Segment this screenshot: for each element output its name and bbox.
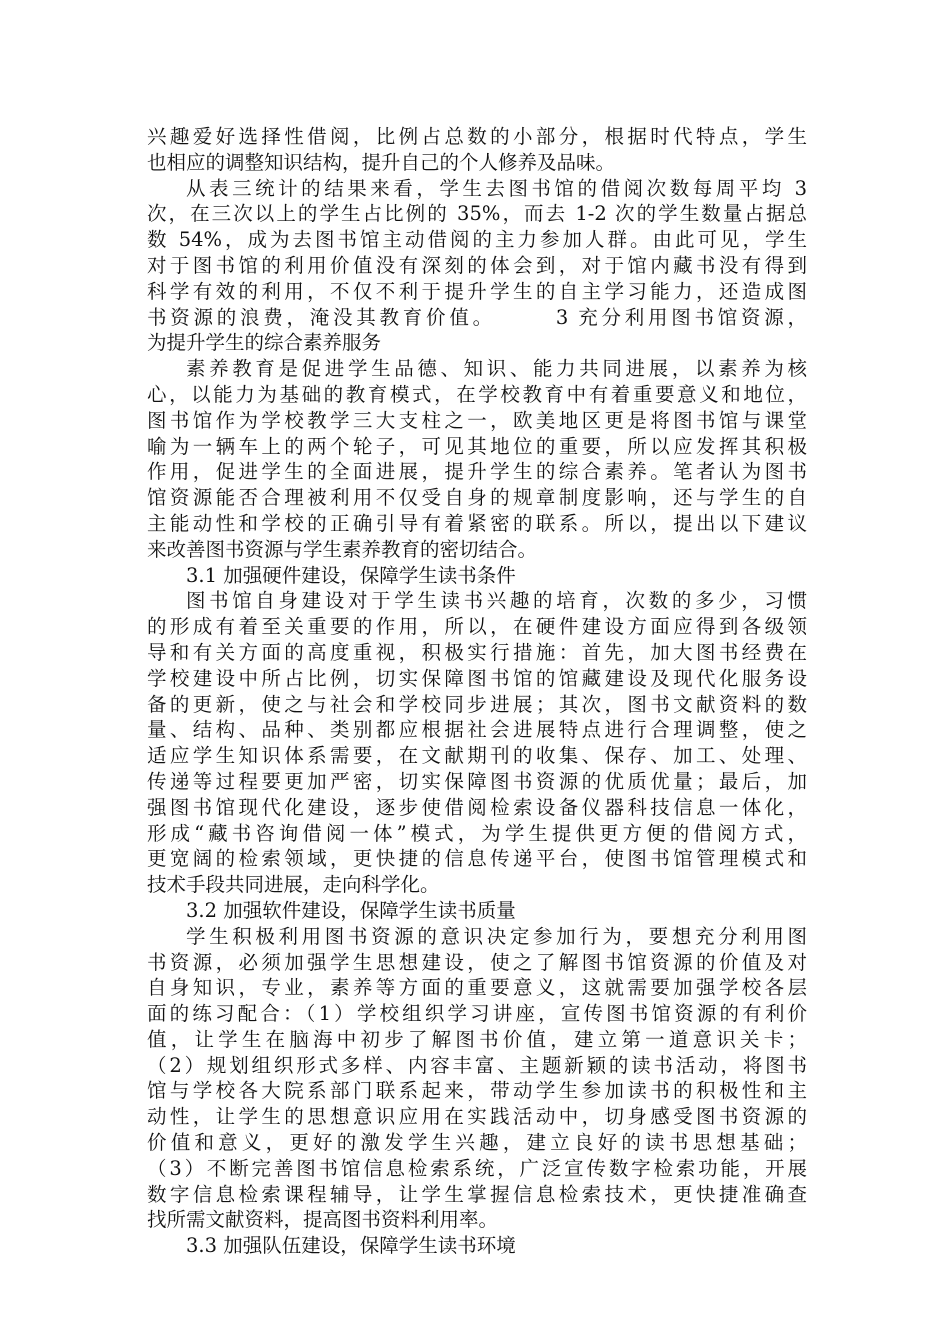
text-line: 导和有关方面的高度重视，积极实行措施：首先，加大图书经费在: [147, 640, 807, 664]
text-line: 技术手段共同进展，走向科学化。: [147, 873, 440, 897]
text-line: 数字信息检索课程辅导，让学生掌握信息检索技术，更快捷准确查: [147, 1182, 807, 1206]
text-line: （3）不断完善图书馆信息检索系统，广泛宣传数字检索功能，开展: [147, 1156, 807, 1180]
text-line: 从表三统计的结果来看，学生去图书馆的借阅次数每周平均 3: [186, 176, 807, 200]
text-line: 次，在三次以上的学生占比例的 35%，而去 1-2 次的学生数量占据总: [147, 202, 807, 226]
text-line: 量、结构、品种、类别都应根据社会进展特点进行合理调整，使之: [147, 718, 807, 742]
text-line: 形成“藏书咨询借阅一体”模式，为学生提供更方便的借阅方式，: [147, 821, 807, 845]
text-line: 找所需文献资料，提高图书资料利用率。: [147, 1208, 499, 1232]
text-line: 馆与学校各大院系部门联系起来，带动学生参加读书的积极性和主: [147, 1079, 807, 1103]
text-line: 对于图书馆的利用价值没有深刻的体会到，对于馆内藏书没有得到: [147, 253, 807, 277]
text-line: 主能动性和学校的正确引导有着紧密的联系。所以，提出以下建议: [147, 511, 807, 535]
section-heading: 3.1 加强硬件建设，保障学生读书条件: [186, 563, 516, 587]
text-line: 图书馆作为学校教学三大支柱之一，欧美地区更是将图书馆与课堂: [147, 408, 807, 432]
body-text: [147, 124, 807, 1259]
text-line: 作用，促进学生的全面进展，提升学生的综合素养。笔者认为图书: [147, 460, 807, 484]
text-line: 价值和意义，更好的激发学生兴趣，建立良好的读书思想基础；: [147, 1131, 807, 1155]
text-line: 为提升学生的综合素养服务: [147, 331, 382, 355]
text-line: 面的练习配合：（1）学校组织学习讲座，宣传图书馆资源的有利价: [147, 1002, 807, 1026]
text-line: 动性，让学生的思想意识应用在实践活动中，切身感受图书资源的: [147, 1105, 807, 1129]
text-line: 书资源，必须加强学生思想建设，使之了解图书馆资源的价值及对: [147, 950, 807, 974]
text-line: 更宽阔的检索领域，更快捷的信息传递平台，使图书馆管理模式和: [147, 847, 807, 871]
text-line: 心，以能力为基础的教育模式，在学校教育中有着重要意义和地位，: [147, 382, 807, 406]
section-heading: 3.2 加强软件建设，保障学生读书质量: [186, 898, 516, 922]
text-line: 学校建设中所占比例，切实保障图书馆的馆藏建设及现代化服务设: [147, 666, 807, 690]
text-line: 图书馆自身建设对于学生读书兴趣的培育，次数的多少，习惯: [186, 589, 807, 613]
text-line: 值，让学生在脑海中初步了解图书价值，建立第一道意识关卡；: [147, 1027, 807, 1051]
section-heading: 3.3 加强队伍建设，保障学生读书环境: [186, 1234, 516, 1258]
text-line: 来改善图书资源与学生素养教育的密切结合。: [147, 537, 538, 561]
text-line: 备的更新，使之与社会和学校同步进展；其次，图书文献资料的数: [147, 692, 807, 716]
text-line: 科学有效的利用，不仅不利于提升学生的自主学习能力，还造成图: [147, 279, 807, 303]
text-line: 强图书馆现代化建设，逐步使借阅检索设备仪器科技信息一体化，: [147, 795, 807, 819]
text-line: 学生积极利用图书资源的意识决定参加行为，要想充分利用图: [186, 924, 807, 948]
text-line: 适应学生知识体系需要，在文献期刊的收集、保存、加工、处理、: [147, 744, 807, 768]
text-line: （2）规划组织形式多样、内容丰富、主题新颖的读书活动，将图书: [147, 1053, 807, 1077]
text-line: 也相应的调整知识结构，提升自己的个人修养及品味。: [147, 150, 616, 174]
text-line: 兴趣爱好选择性借阅，比例占总数的小部分，根据时代特点，学生: [147, 125, 807, 148]
text-line: 馆资源能否合理被利用不仅受自身的规章制度影响，还与学生的自: [147, 486, 807, 510]
text-line: 自身知识，专业，素养等方面的重要意义，这就需要加强学校各层: [147, 976, 807, 1000]
text-line: 数 54%，成为去图书馆主动借阅的主力参加人群。由此可见，学生: [147, 228, 807, 252]
text-line: 喻为一辆车上的两个轮子，可见其地位的重要，所以应发挥其积极: [147, 434, 807, 458]
text-line: 素养教育是促进学生品德、知识、能力共同进展，以素养为核: [186, 357, 807, 381]
text-line: 书资源的浪费，淹没其教育价值。 3 充分利用图书馆资源，: [147, 305, 807, 329]
text-line: 传递等过程要更加严密，切实保障图书资源的优质优量；最后，加: [147, 769, 807, 793]
text-line: 的形成有着至关重要的作用，所以，在硬件建设方面应得到各级领: [147, 615, 807, 639]
